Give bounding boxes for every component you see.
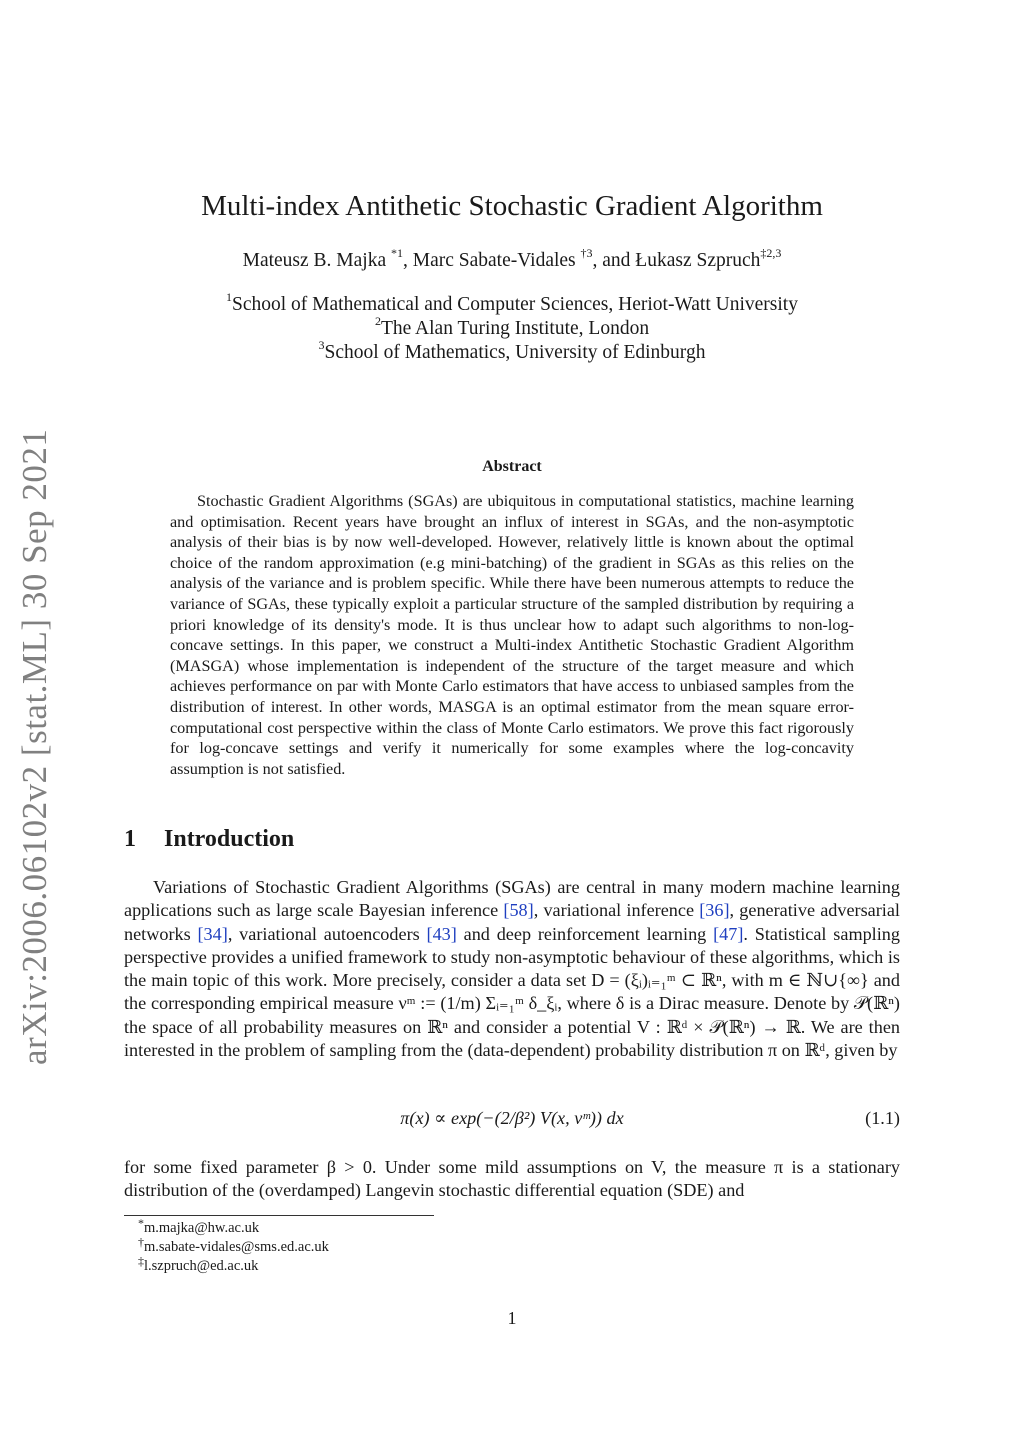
footnote: [138, 1254, 259, 1275]
footnote-email: m.majka@hw.ac.uk: [144, 1220, 260, 1236]
footnote-mark: ‡: [138, 1254, 144, 1268]
footnote: [138, 1216, 260, 1237]
footnote-email: m.sabate-vidales@sms.ed.ac.uk: [144, 1239, 329, 1255]
affiliation-mark: 2: [374, 314, 381, 328]
author-list: [0, 246, 1024, 272]
author-name: , and Łukasz Szpruch: [592, 250, 761, 271]
citation-link[interactable]: [47]: [713, 923, 744, 944]
text: , generative adversarial networks: [124, 900, 900, 944]
page-number: 1: [507, 1308, 517, 1328]
affiliation-mark: 1: [226, 290, 233, 304]
text: and deep reinforcement learning: [456, 923, 714, 944]
intro-paragraph: [124, 876, 900, 1062]
equation-body: π(x) ∝ exp(−(2/β²) V(x, νᵐ)) dx: [400, 1108, 624, 1128]
affiliation: [0, 338, 1024, 364]
equation-number: (1.1): [865, 1108, 900, 1128]
citation-link[interactable]: [43]: [426, 923, 457, 944]
footnote: [138, 1235, 329, 1256]
author-mark: *1: [391, 246, 403, 260]
footnote-mark: †: [138, 1235, 144, 1249]
citation-link[interactable]: [34]: [197, 923, 228, 944]
section-title: Introduction: [164, 826, 295, 852]
equation: [124, 1108, 900, 1129]
affiliation-text: The Alan Turing Institute, London: [380, 318, 650, 339]
paper-title: Multi-index Antithetic Stochastic Gradient Algorithm: [201, 190, 823, 222]
footnote-rule: [124, 1215, 434, 1216]
section-number: 1: [124, 826, 136, 852]
arxiv-identifier: arXiv:2006.06102v2 [stat.ML] 30 Sep 2021: [15, 428, 54, 1065]
paragraph: for some fixed parameter β > 0. Under some mild assumptions on V, the measure π is a stationary distribution of the (overdamped) Langevin stochastic differential equation (SDE) and: [124, 1157, 900, 1201]
affiliation-text: School of Mathematical and Computer Sciences, Heriot-Watt University: [232, 294, 798, 315]
text: , variational autoencoders: [227, 923, 427, 944]
affiliation-text: School of Mathematics, University of Edinburgh: [324, 342, 706, 363]
text: , variational inference: [533, 900, 700, 921]
abstract-heading: Abstract: [482, 458, 542, 475]
author-name: , Marc Sabate-Vidales: [403, 250, 581, 271]
text: Variations of Stochastic Gradient Algorithms (SGAs) are central in many modern machine learning applications such as large scale Bayesian inference: [124, 877, 900, 921]
footnote-email: l.szpruch@ed.ac.uk: [144, 1258, 259, 1274]
affiliation: [0, 314, 1024, 340]
citation-link[interactable]: [36]: [699, 900, 730, 921]
citation-link[interactable]: [58]: [503, 900, 534, 921]
abstract-text: Stochastic Gradient Algorithms (SGAs) are ubiquitous in computational statistics, machine learning and optimisation. Recent years have brought an influx of interest in SGAs, and the non-asymptotic analysis of their bias is by now well-developed. However, relatively little is known about the optimal choice of the random approximation (e.g mini-batching) of the gradient in SGAs as this relies on the analysis of the variance and is problem specific. While there have been numerous attempts to reduce the variance of SGAs, these typically exploit a particular structure of the sampled distribution by requiring a priori knowledge of its density's mode. It is thus unclear how to adapt such algorithms to non-log-concave settings. In this paper, we construct a Multi-index Antithetic Stochastic Gradient Algorithm (MASGA) whose implementation is independent of the structure of the target measure and which achieves performance on par with Monte Carlo estimators that have access to unbiased samples from the distribution of interest. In other words, MASGA is an optimal estimator from the mean square error-computational cost perspective within the class of Monte Carlo estimators. We prove this fact rigorously for log-concave settings and verify it numerically for some examples where the log-concavity assumption is not satisfied.: [170, 492, 854, 778]
footnote-mark: *: [138, 1216, 144, 1230]
affiliation-mark: 3: [318, 338, 325, 352]
section-heading: [124, 826, 294, 853]
author-mark: †3: [580, 246, 593, 260]
author-name: Mateusz B. Majka: [242, 250, 391, 271]
affiliation: [0, 290, 1024, 316]
text: . Statistical sampling perspective provides a unified framework to study non-asymptotic behaviour of these algorithms, which is the main topic of this work. More precisely, consider a data set D = (ξᵢ)ᵢ₌₁ᵐ ⊂ ℝⁿ, with m ∈ ℕ∪{∞} and the corresponding empirical measure νᵐ := (1/m) Σᵢ₌₁ᵐ δ_ξᵢ, where δ is a Dirac measure. Denote by 𝒫(ℝⁿ) the space of all probability measures on ℝⁿ and consider a potential V : ℝᵈ × 𝒫(ℝⁿ) → ℝ. We are then interested in the problem of sampling from the (data-dependent) probability distribution π on ℝᵈ, given by: [124, 923, 900, 1061]
author-mark: ‡2,3: [760, 246, 782, 260]
